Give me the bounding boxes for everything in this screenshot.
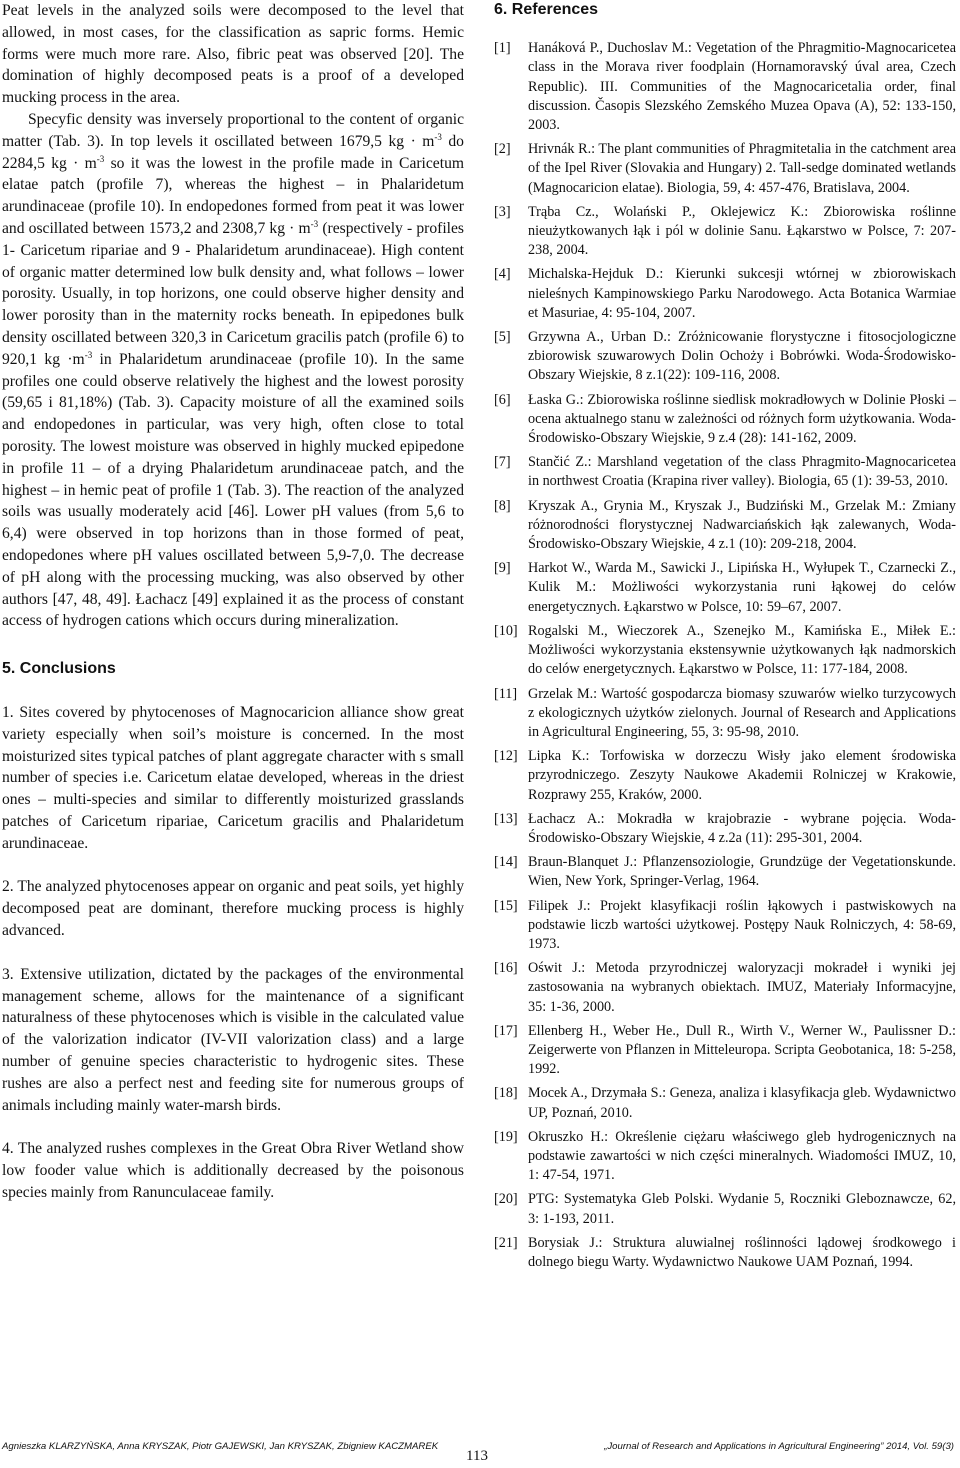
reference-number: [2] — [494, 141, 511, 158]
reference-text: Oświt J.: Metoda przyrodniczej waloryzacji mokradeł i wyniki jej zastosowania na wybranych obiektach. IMUZ, Materiały Informacyjne, 35: 1-36, 2000. — [528, 960, 956, 1015]
density-text-c: so it was the lowest in the profile made in Caricetum elatae patch (profile 7), whereas the highest – in Phalaridetum arundinaceae (profile 10). In endopedones formed from peat it was lower and oscillated between 1573,2 and 2308,7 kg · m — [2, 154, 464, 237]
reference-number: [17] — [494, 1022, 518, 1039]
reference-text: Hrivnák R.: The plant communities of Phragmitetalia in the catchment area of the Ipel River (Slovakia and Hungary) 2. Tall-sedge dominated wetlands (Magnocaricion elatae). Biologia, 59, 4: 457-476, Bratislava, 2004. — [528, 141, 956, 196]
reference-item — [494, 39, 956, 135]
footer-authors: Agnieszka KLARZYŃSKA, Anna KRYSZAK, Piotr GAJEWSKI, Jan KRYSZAK, Zbigniew KACZMAREK — [2, 1441, 439, 1452]
reference-text: Mocek A., Drzymała S.: Geneza, analiza i klasyfikacja gleb. Wydawnictwo UP, Poznań, 2010. — [528, 1085, 956, 1121]
reference-text: PTG: Systematyka Gleb Polski. Wydanie 5, Roczniki Gleboznawcze, 62, 3: 1-193, 2011. — [528, 1191, 956, 1227]
reference-number: [3] — [494, 203, 511, 220]
references-list — [494, 39, 956, 1272]
left-column — [2, 0, 464, 1204]
reference-item — [494, 897, 956, 955]
reference-item — [494, 685, 956, 743]
superscript: -3 — [84, 349, 93, 360]
reference-number: [14] — [494, 854, 518, 871]
reference-item — [494, 265, 956, 323]
reference-text: Łaska G.: Zbiorowiska roślinne siedlisk mokradłowych w Dolinie Płoski – ocena aktualnego stanu w zależności od różnych form użytkowania. Woda-Środowisko-Obszary Wiejskie, 9 z.4 (28): 141-162, 2009. — [528, 391, 956, 447]
paragraph-density — [2, 109, 464, 632]
reference-number: [10] — [494, 622, 518, 639]
conclusion-1: 1. Sites covered by phytocenoses of Magnocaricion alliance show great variety especially when soil’s moisture is concerned. In the most moisturized sites typical patches of plant aggregate character with s small number of species i.e. Caricetum elatae developed, whereas in the driest ones – multi-species and similar to differently moisturized grasslands patches of Caricetum ripariae, Caricetum gracilis and Phalaridetum arundinaceae. — [2, 703, 464, 852]
footer-journal: „Journal of Research and Applications in Agricultural Engineering” 2014, Vol. 59(3) — [604, 1441, 954, 1452]
reference-text: Filipek J.: Projekt klasyfikacji roślin łąkowych i pastwiskowych na podstawie liczb wartości użytkowej. Postępy Nauk Rolniczych, 4: 58-69, 1973. — [528, 897, 956, 952]
reference-text: Stančić Z.: Marshland vegetation of the class Phragmito-Magnocaricetea in northwest Croatia (Krapina river valley). Biologia, 65 (1): 39-53, 2010. — [528, 454, 956, 490]
right-column — [494, 0, 956, 1277]
page-footer — [0, 1441, 960, 1463]
reference-number: [11] — [494, 685, 518, 702]
reference-number: [6] — [494, 391, 511, 408]
reference-item — [494, 140, 956, 198]
superscript: -3 — [96, 153, 105, 164]
reference-number: [12] — [494, 748, 518, 765]
density-text-d: (respectively - profiles 1- Caricetum ripariae and 9 - Phalaridetum arundinaceae). High content of organic matter determined low bulk density and, what follows – lower porosity. Usually, in top horizons, one could observe higher density and lower porosity than in the maternity rocks beneath. In epipedones bulk density oscillated between 320,3 in Caricetum gracilis patch (profile 6) to 920,1 kg ·m — [2, 219, 464, 368]
reference-item — [494, 453, 956, 491]
reference-text: Borysiak J.: Struktura aluwialnej roślinności lądowej środkowego i dolnego biegu Warty. Wydawnictwo Naukowe UAM Poznań, 1994. — [528, 1234, 956, 1270]
reference-item — [494, 1022, 956, 1080]
reference-number: [5] — [494, 329, 511, 346]
reference-item — [494, 959, 956, 1017]
reference-text: Ellenberg H., Weber He., Dull R., Wirth V., Werner W., Paulissner D.: Zeigerwerte von Pflanzen in Mitteleuropa. Scripta Geobotanica, 18: 5-258, 1992. — [528, 1022, 956, 1078]
density-text-b: do 2284,5 kg · m — [2, 132, 464, 172]
reference-text: Harkot W., Warda M., Sawicki J., Lipińska H., Wyłupek T., Czarnecki Z., Kulik M.: Możliwości wykorzystania runi łąkowej do celów energetycznych. Łąkarstwo w Polsce, 10: 59–67, 2007. — [528, 560, 956, 615]
reference-number: [1] — [494, 40, 511, 57]
reference-item — [494, 559, 956, 617]
reference-number: [7] — [494, 454, 511, 471]
density-text-a: Specyfic density was inversely proportional to the content of organic matter (Tab. 3). In top levels it oscillated between 1679,5 kg · m — [2, 110, 464, 150]
reference-item — [494, 391, 956, 449]
reference-number: [13] — [494, 810, 518, 827]
reference-text: Michalska-Hejduk D.: Kierunki sukcesji wtórnej w zbiorowiskach nieleśnych Kampinowskiego Parku Narodowego. Acta Botanica Warmiae et Masuriae, 4: 95-104, 2007. — [528, 266, 956, 321]
reference-text: Lipka K.: Torfowiska w dorzeczu Wisły jako element środowiska przyrodniczego. Zeszyty Naukowe Akademii Rolniczej w Krakowie, Rozprawy 255, Kraków, 2000. — [528, 748, 956, 803]
reference-item — [494, 1190, 956, 1228]
reference-number: [18] — [494, 1085, 518, 1102]
paragraph-peat-levels: Peat levels in the analyzed soils were decomposed to the level that allowed, in most cases, for the classification as sapric forms. Hemic forms were much more rare. Also, fibric peat was observed [20]. The domination of highly decomposed peats is a proof of a developed mucking process in the area. — [2, 2, 464, 107]
reference-number: [21] — [494, 1234, 518, 1251]
conclusion-2: 2. The analyzed phytocenoses appear on organic and peat soils, yet highly decomposed peat are dominant, therefore mucking process is highly advanced. — [2, 878, 464, 940]
reference-number: [9] — [494, 560, 511, 577]
reference-number: [16] — [494, 960, 518, 977]
superscript: -3 — [434, 131, 442, 142]
reference-text: Rogalski M., Wieczorek A., Szenejko M., Kamińska E., Miłek E.: Możliwości wykorzystania ekstensywnie użytkowanych łąk nadmorskich do celów energetycznych. Łąkarstwo w Polsce, 11: 177-184, 2008. — [528, 622, 956, 678]
reference-item — [494, 328, 956, 386]
superscript: -3 — [310, 218, 319, 229]
conclusion-3: 3. Extensive utilization, dictated by the packages of the environmental management scheme, allows for the maintenance of a significant naturalness of these phytocenoses which is visible in the calculated value of the valorization indicator (IV-VII valorization class) and a large number of genuine species characteristic to hydrogenic sites. These rushes are also a perfect nest and feeding site for numerous groups of animals including mainly water-marsh birds. — [2, 965, 464, 1114]
reference-text: Grzywna A., Urban D.: Zróżnicowanie florystyczne i fitosocjologiczne zbiorowisk szuwarowych Dolin Ochoży i Bobrówki. Woda-Środowisko-Obszary Wiejskie, 8 z.1(22): 109-116, 2008. — [528, 329, 956, 384]
reference-text: Kryszak A., Grynia M., Kryszak J., Budziński M., Grzelak M.: Zmiany różnorodności florystycznej Nadwarciańskich łąk zalewanych, Woda-Środowisko-Obszary Wiejskie, 4 z.1 (10): 209-218, 2004. — [528, 497, 956, 553]
reference-text: Grzelak M.: Wartość gospodarcza biomasy szuwarów wielko turzycowych z ekologicznych użytków zielonych. Journal of Research and Applications in Agricultural Engineering, 55, 3: 95-98, 2010. — [528, 685, 956, 740]
reference-item — [494, 1234, 956, 1272]
reference-item — [494, 1128, 956, 1186]
density-text-e: in Phalaridetum arundinaceae (profile 10). In the same profiles one could observe relatively the highest and the lowest porosity (59,65 i 81,18%) (Tab. 3). Capacity moisture of all the examined soils and endopedones in particular, was very high, often close to total porosity. The lowest moisture was observed in highly mucked epipedone in profile 11 – of a drying Phalaridetum arundinaceae patch, and the highest – in hemic peat of profile 1 (Tab. 3). The reaction of the analyzed soils was usually moderately acid [46]. Lower pH values (from 5,6 to 6,4) were observed in top horizons than in those formed of peat, endopedones where pH values oscillated between 5,9-7,0. The decrease of pH along with the processing mucking, was also observed by other authors [47, 48, 49]. Łachacz [49] explained it as the process of constant access of hydrogen cations which occurs during mineralization. — [2, 350, 464, 630]
reference-item — [494, 497, 956, 555]
reference-text: Braun-Blanquet J.: Pflanzensoziologie, Grundzüge der Vegetationskunde. Wien, New York, Springer-Verlag, 1964. — [528, 854, 956, 890]
reference-number: [15] — [494, 897, 518, 914]
reference-text: Okruszko H.: Określenie ciężaru właściwego gleb hydrogenicznych na podstawie zawartości w nich części mineralnych. Wiadomości IMUZ, 10, 1: 47-54, 1971. — [528, 1128, 956, 1184]
reference-item — [494, 1084, 956, 1122]
reference-item — [494, 810, 956, 848]
references-heading: 6. References — [494, 1, 599, 18]
reference-text: Hanáková P., Duchoslav M.: Vegetation of the Phragmitio-Magnocaricetea class in the Morava river foodplain (Hornamoravský úval area, Czech Republic). III. Communities of the Magnocaricetalia order, final discussion. Časopis Slezského Zemského Muzea Opava (A), 52: 133-150, 2003. — [528, 40, 956, 134]
reference-number: [4] — [494, 266, 511, 283]
reference-item — [494, 853, 956, 891]
reference-text: Trąba Cz., Wolański P., Oklejewicz K.: Zbiorowiska roślinne nieużytkowanych łąk i pól w dolinie Sanu. Łąkarstwo w Polsce, 7: 207-238, 2004. — [528, 203, 956, 259]
reference-number: [20] — [494, 1191, 518, 1208]
reference-number: [19] — [494, 1128, 518, 1145]
page-number: 113 — [466, 1448, 488, 1464]
conclusions-heading: 5. Conclusions — [2, 660, 116, 678]
reference-item — [494, 622, 956, 680]
reference-text: Łachacz A.: Mokradła w krajobrazie - wybrane pojęcia. Woda-Środowisko-Obszary Wiejskie, 4 z.2a (11): 295-301, 2004. — [528, 810, 956, 846]
reference-item — [494, 747, 956, 805]
reference-item — [494, 203, 956, 261]
reference-number: [8] — [494, 497, 511, 514]
conclusion-4: 4. The analyzed rushes complexes in the Great Obra River Wetland show low fooder value which is additionally decreased by the poisonous species mainly from Ranunculaceae family. — [2, 1140, 464, 1202]
